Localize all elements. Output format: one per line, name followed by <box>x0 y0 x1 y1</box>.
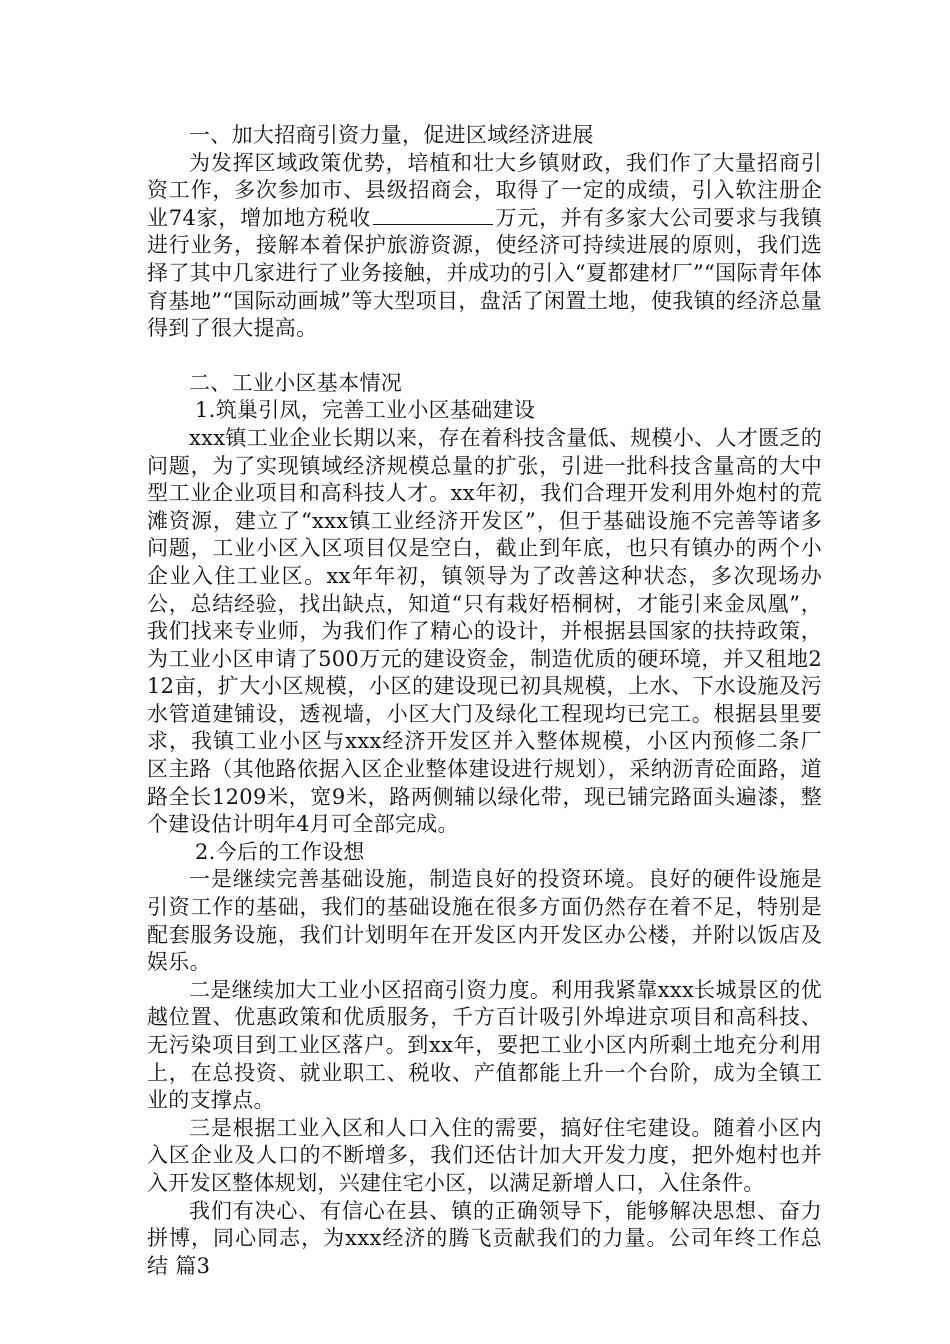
section-heading-industrial-zone: 二、工业小区基本情况 <box>189 370 402 395</box>
subheading-future-plans: 2.今后的工作设想 <box>195 839 365 864</box>
paragraph-plan-two: 二是继续加大工业小区招商引资力度。利用我紧靠xxx长城景区的优越位置、优惠政策和优质服务，千方百计吸引外埠进京项目和高科技、无污染项目到工业区落户。到xx年，要把工业小区内所剩土地充分利用上，在总投资、就业职工、税收、产值都能上升一个台阶，成为全镇工业的支撑点。 <box>147 977 822 1113</box>
paragraph-plan-one: 一是继续完善基础设施，制造良好的投资环境。良好的硬件设施是引资工作的基础，我们的基础设施在很多方面仍然存在着不足，特别是配套服务设施，我们计划明年在开发区内开发区办公楼，并附以饭店及娱乐。 <box>147 867 822 975</box>
paragraph-investment-part2: 万元，并有多家大公司要求与我镇进行业务，接解本着保护旅游资源，使经济可持续进展的原则，我们选择了其中几家进行了业务接触，并成功的引入“夏都建材厂”“国际青年体育基地”“国际动画城”等大型项目，盘活了闲置土地，使我镇的经济总量得到了很大提高。 <box>147 205 822 341</box>
paragraph-investment-part1: 为发挥区域政策优势，培植和壮大乡镇财政，我们作了大量招商引资工作，多次参加市、县级招商会，取得了一定的成绩，引入软注册企业74家，增加地方税收 <box>147 150 822 230</box>
subheading-infrastructure: 1.筑巢引凤，完善工业小区基础建设 <box>195 398 536 423</box>
paragraph-conclusion: 我们有决心、有信心在县、镇的正确领导下，能够解决思想、奋力拼博，同心同志，为xxx经济的腾飞贡献我们的力量。公司年终工作总结 篇3 <box>147 1198 822 1278</box>
paragraph-infrastructure: xxx镇工业企业长期以来，存在着科技含量低、规模小、人才匮乏的问题，为了实现镇域经济规模总量的扩张，引进一批科技含量高的大中型工业企业项目和高科技人才。xx年初，我们合理开发利用外炮村的荒滩资源，建立了“xxx镇工业经济开发区”，但于基础设施不完善等诸多问题，工业小区入区项目仅是空白，截止到年底，也只有镇办的两个小企业入住工业区。xx年年初，镇领导为了改善这种状态，多次现场办公，总结经验，找出缺点，知道“只有栽好梧桐树，才能引来金凤凰”，我们找来专业师，为我们作了精心的设计，并根据县国家的扶持政策，为工业小区申请了500万元的建设资金，制造优质的硬环境，并又租地212亩，扩大小区规模，小区的建设现已初具规模，上水、下水设施及污水管道建铺设，透视墙，小区大门及绿化工程现均已完工。根据县里要求，我镇工业小区与xxx经济开发区并入整体规模，小区内预修二条厂区主路（其他路依据入区企业整体建设进行规划），采纳沥青砼面路，道路全长1209米，宽9米，路两侧辅以绿化带，现已铺完路面头遍漆，整个建设估计明年4月可全部完成。 <box>147 425 822 837</box>
paragraph-gap <box>147 343 822 370</box>
paragraph-plan-three: 三是根据工业入区和人口入住的需要，搞好住宅建设。随着小区内入区企业及人口的不断增多，我们还估计加大开发力度，把外炮村也并入开发区整体规划，兴建住宅小区，以满足新增人口，入住条件。 <box>147 1115 822 1195</box>
section-heading-investment: 一、加大招商引资力量，促进区域经济进展 <box>189 123 594 147</box>
fill-in-blank <box>373 206 493 225</box>
document-body <box>147 122 822 1280</box>
paragraph-investment <box>147 150 822 343</box>
